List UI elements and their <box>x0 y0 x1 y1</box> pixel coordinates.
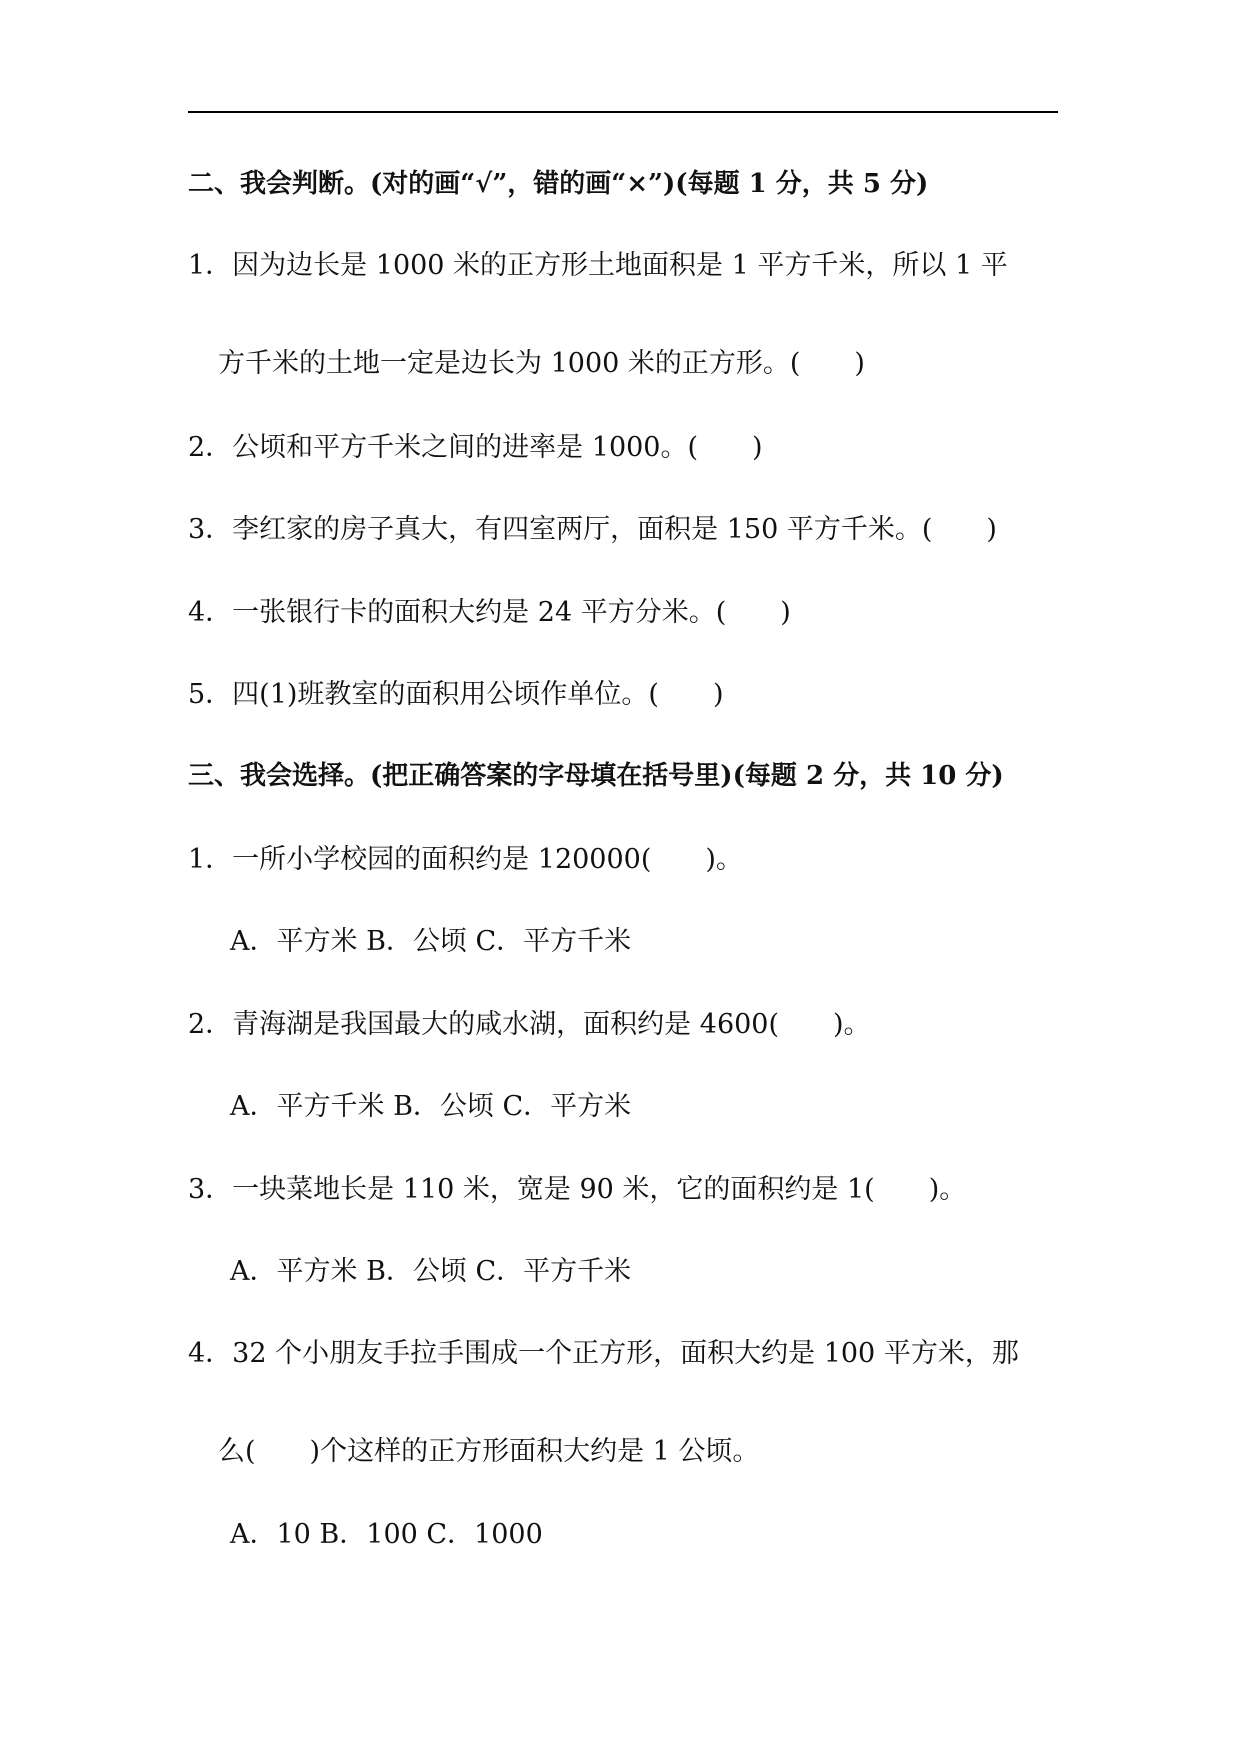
choice-question-4-options: A．10 B．100 C．1000 <box>230 1519 543 1550</box>
choice-question-4-cont: 么( )个这样的正方形面积大约是 1 公顷。 <box>218 1436 760 1467</box>
judge-question-2: 2．公顷和平方千米之间的进率是 1000。( ) <box>188 432 763 463</box>
section-3-heading: 三、我会选择。(把正确答案的字母填在括号里)(每题 2 分，共 10 分) <box>188 761 1004 791</box>
judge-question-1: 1．因为边长是 1000 米的正方形土地面积是 1 平方千米，所以 1 平 <box>188 250 1008 281</box>
top-rule <box>188 111 1058 113</box>
choice-question-4: 4．32 个小朋友手拉手围成一个正方形，面积大约是 100 平方米，那 <box>188 1338 1019 1369</box>
judge-question-5: 5．四(1)班教室的面积用公顷作单位。( ) <box>188 679 724 710</box>
choice-question-3-options: A．平方米 B．公顷 C．平方千米 <box>230 1256 632 1287</box>
judge-question-1-cont: 方千米的土地一定是边长为 1000 米的正方形。( ) <box>218 348 865 379</box>
section-2-heading: 二、我会判断。(对的画“√”，错的画“×”)(每题 1 分，共 5 分) <box>188 169 929 199</box>
choice-question-2: 2．青海湖是我国最大的咸水湖，面积约是 4600( )。 <box>188 1009 871 1040</box>
choice-question-1: 1．一所小学校园的面积约是 120000( )。 <box>188 844 743 875</box>
choice-question-2-options: A．平方千米 B．公顷 C．平方米 <box>230 1091 632 1122</box>
judge-question-3: 3．李红家的房子真大，有四室两厅，面积是 150 平方千米。( ) <box>188 514 997 545</box>
judge-question-4: 4．一张银行卡的面积大约是 24 平方分米。( ) <box>188 597 791 628</box>
choice-question-1-options: A．平方米 B．公顷 C．平方千米 <box>230 926 632 957</box>
choice-question-3: 3．一块菜地长是 110 米，宽是 90 米，它的面积约是 1( )。 <box>188 1174 967 1205</box>
